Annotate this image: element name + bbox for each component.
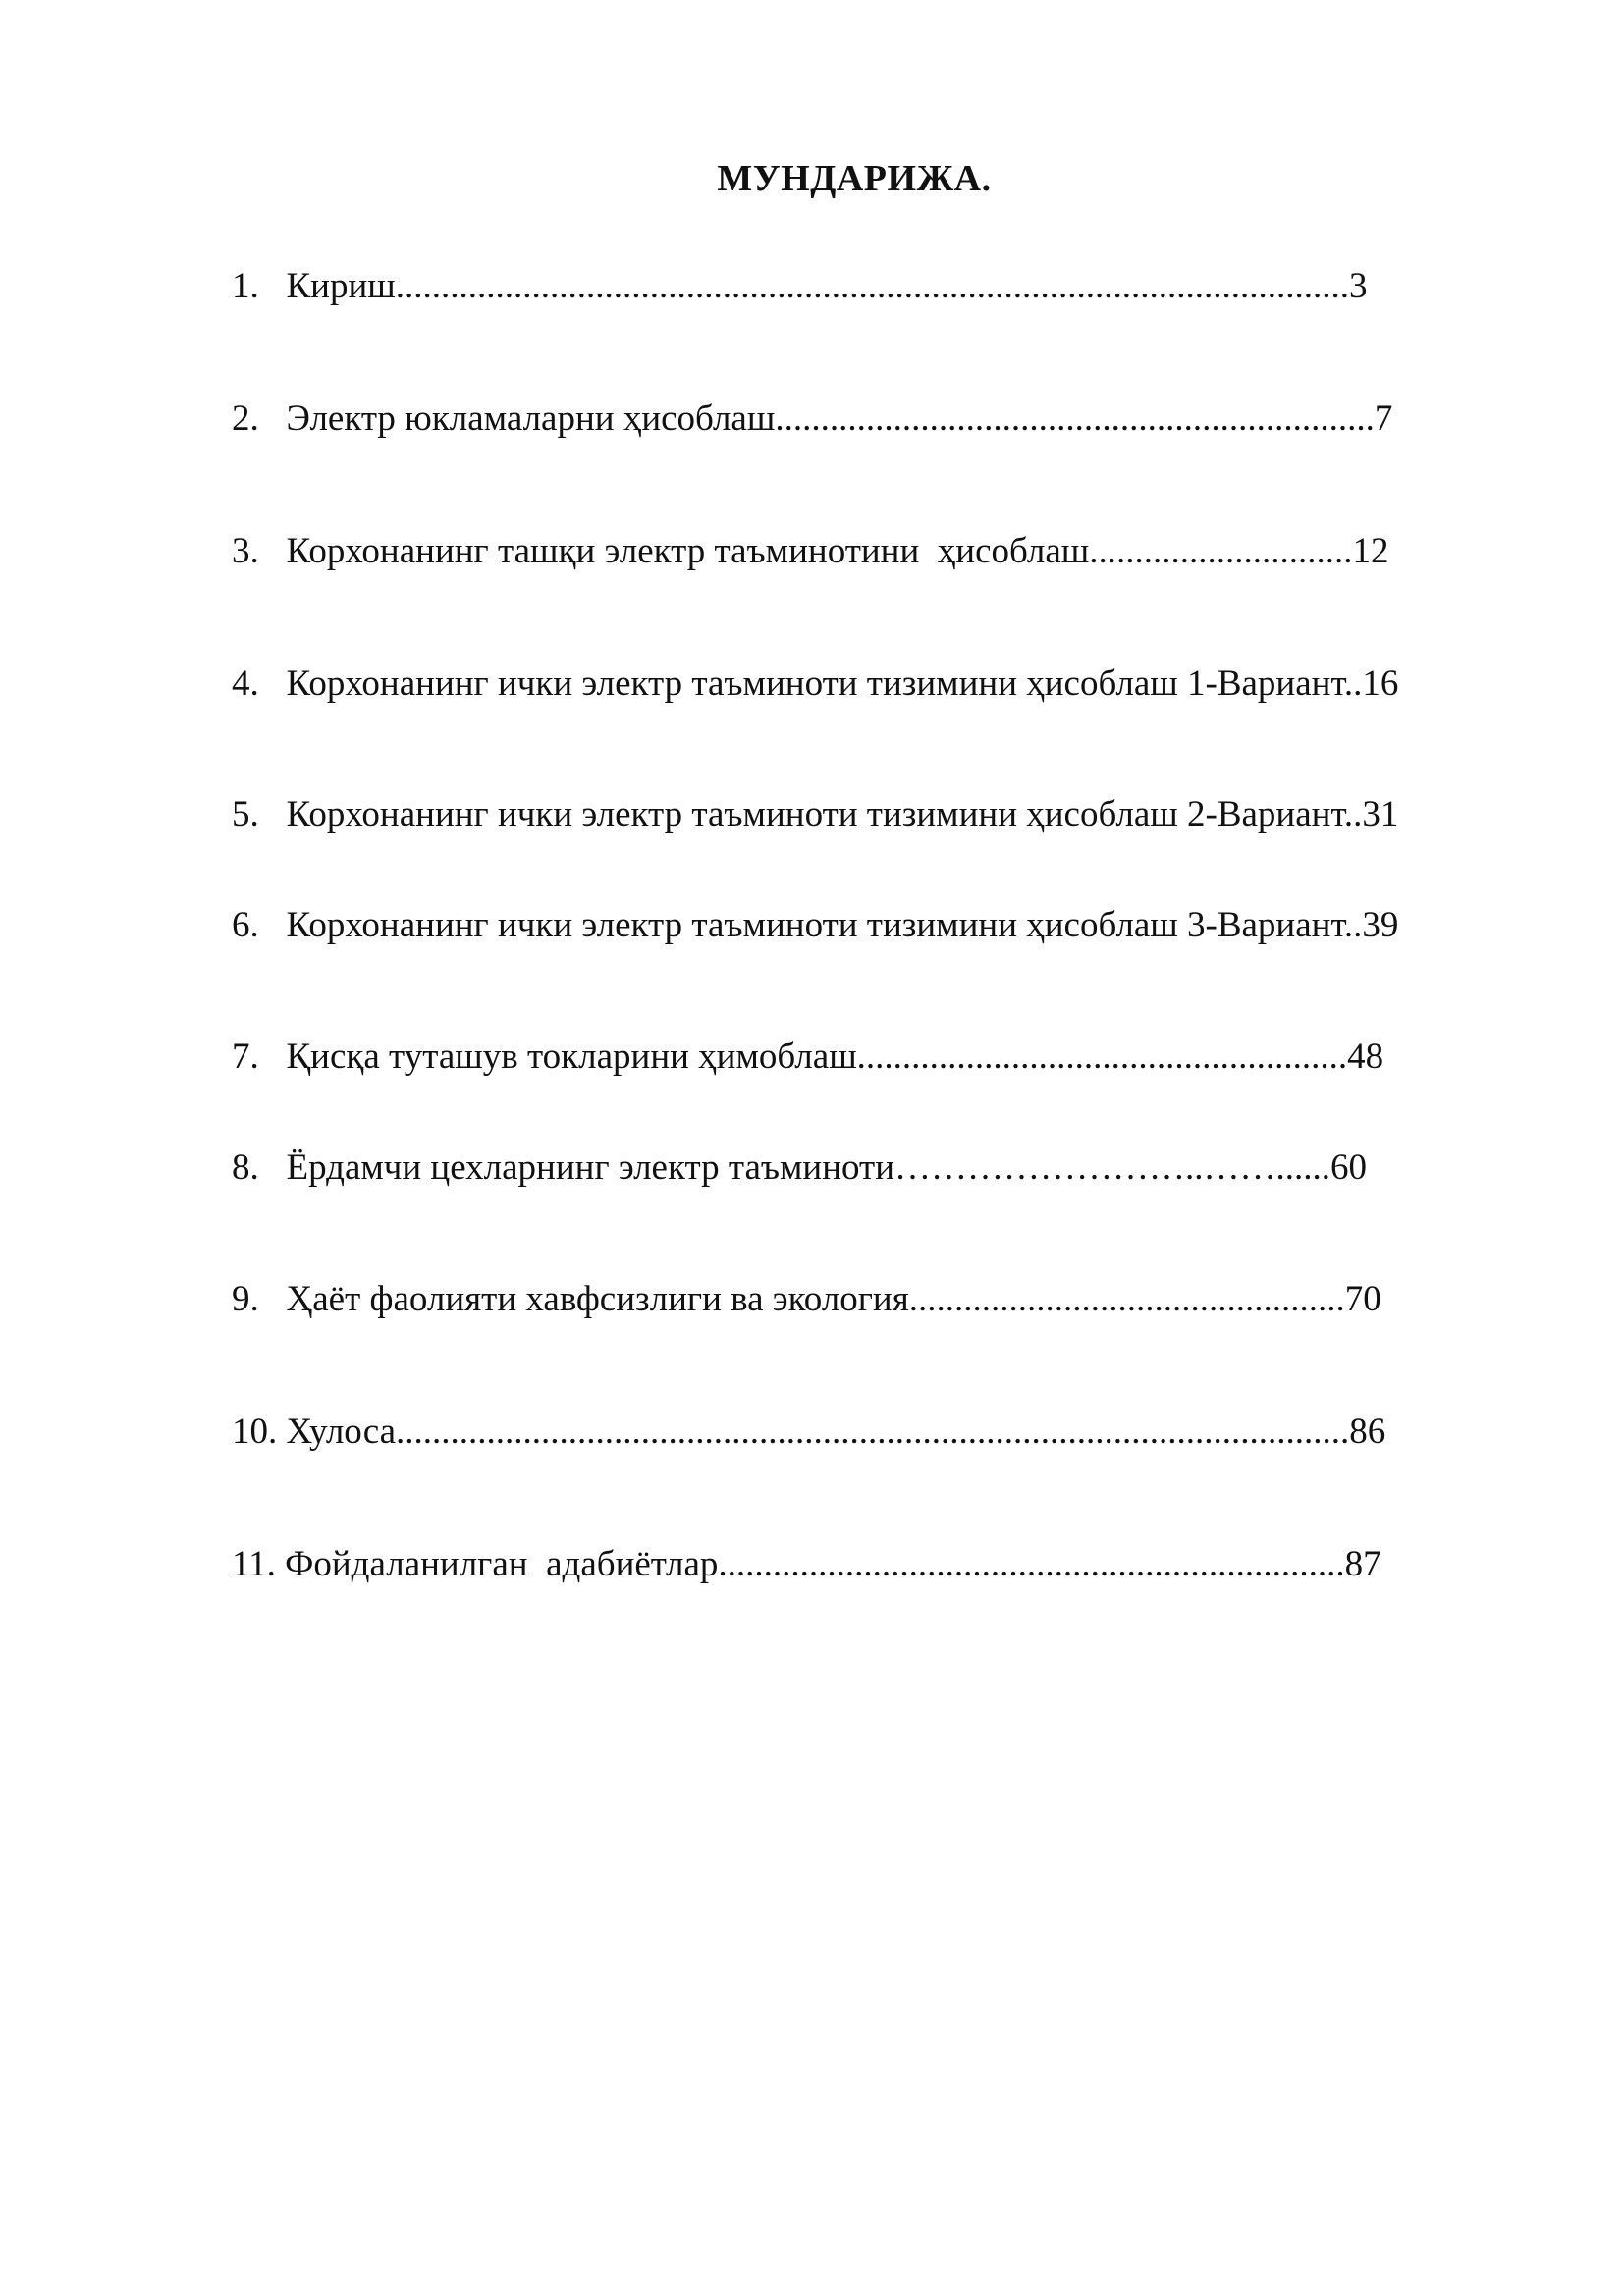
- toc-entry-8: 8. Ёрдамчи цехларнинг электр таъминоти……………………..……......60: [232, 1148, 1368, 1188]
- toc-entry-11: 11. Фойдаланилган адабиётлар.....................................................................87: [232, 1544, 1381, 1584]
- toc-entry-6: 6. Корхонанинг ички электр таъминоти тизимини ҳисоблаш 3-Вариант..39: [232, 905, 1399, 945]
- toc-entry-10: 10. Хулоса.........................................................................................................86: [232, 1412, 1386, 1452]
- page-title: МУНДАРИЖА.: [717, 158, 992, 199]
- toc-entry-3: 3. Корхонанинг ташқи электр таъминотини ҳисоблаш.............................12: [232, 531, 1389, 571]
- toc-entry-9: 9. Ҳаёт фаолияти хавфсизлиги ва экология................................................70: [232, 1279, 1381, 1319]
- toc-entry-7: 7. Қисқа туташув токларини ҳимоблаш......................................................48: [232, 1037, 1384, 1077]
- toc-entry-2: 2. Электр юкламаларни ҳисоблаш..................................................................7: [232, 399, 1393, 439]
- toc-entry-5: 5. Корхонанинг ички электр таъминоти тизимини ҳисоблаш 2-Вариант..31: [232, 794, 1399, 834]
- toc-entry-4: 4. Корхонанинг ички электр таъминоти тизимини ҳисоблаш 1-Вариант..16: [232, 664, 1399, 704]
- toc-entry-1: 1. Кириш.........................................................................................................3: [232, 266, 1368, 306]
